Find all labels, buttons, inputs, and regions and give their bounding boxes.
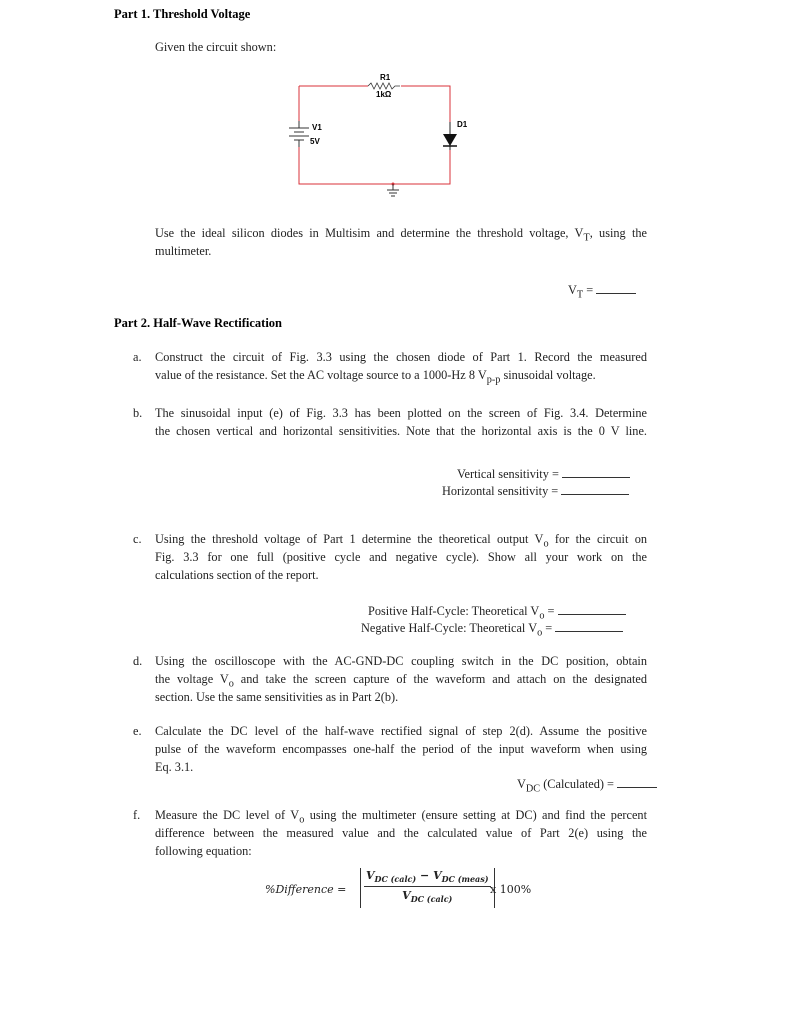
item-letter: d. — [133, 654, 143, 668]
ground-icon — [387, 183, 399, 197]
part1-instruction: Use the ideal silicon diodes in Multisim and determine the threshold voltage, $V_T$, using the — [155, 226, 647, 244]
battery-icon — [289, 121, 309, 147]
item-a-line: value of the resistance. Set the AC voltage source to a 1000-Hz 8 $V_{p-p}$ sinusoidal voltage. — [155, 368, 596, 386]
item-e-line: Eq. 3.1. — [155, 760, 194, 774]
item-f-line: Measure the DC level of $V_o$ using the multimeter (ensure setting at DC) and find the percent — [155, 808, 647, 826]
source-label: V1 — [312, 123, 322, 132]
item-f-line: difference between the measured value and the calculated value of Part 2(e) using the — [155, 826, 647, 840]
item-b-line: The sinusoidal input (e) of Fig. 3.3 has been plotted on the screen of Fig. 3.4. Determine — [155, 406, 647, 420]
circuit-diagram — [270, 70, 490, 200]
item-a-line: Construct the circuit of Fig. 3.3 using the chosen diode of Part 1. Record the measured — [155, 350, 647, 364]
wires — [299, 86, 450, 184]
item-f-line: following equation: — [155, 844, 252, 858]
item-letter: b. — [133, 406, 143, 420]
item-letter: f. — [133, 808, 141, 822]
item-c-line: Fig. 3.3 for one full (positive cycle and negative cycle). Show all your work on the — [155, 550, 647, 564]
percent-difference-equation: $V_{DC (calc)} - V_{DC (meas)}$ $V_{DC (calc)}$ — [360, 868, 495, 908]
item-d-line: the voltage $V_o$ and take the screen capture of the waveform and attach on the designated — [155, 672, 647, 690]
resistor-value: 1kΩ — [376, 90, 392, 99]
item-letter: e. — [133, 724, 142, 738]
part2-heading: Part 2. Half-Wave Rectification — [114, 316, 283, 330]
resistor-icon — [368, 83, 400, 89]
horizontal-sensitivity-field[interactable]: Horizontal sensitivity = — [442, 483, 629, 499]
part1-heading: Part 1. Threshold Voltage — [114, 7, 251, 21]
item-e-line: pulse of the waveform encompasses one-half the period of the input waveform when using — [155, 742, 647, 756]
diode-label: D1 — [457, 120, 468, 129]
item-e-line: Calculate the DC level of the half-wave rectified signal of step 2(d). Assume the positive — [155, 724, 647, 738]
item-letter: a. — [133, 350, 142, 364]
item-d-line: Using the oscilloscope with the AC-GND-DC coupling switch in the DC position, obtain — [155, 654, 647, 668]
source-value: 5V — [310, 137, 320, 146]
vdc-calculated-field[interactable]: $V_{DC}$ (Calculated) = — [517, 776, 657, 794]
vertical-sensitivity-field[interactable]: Vertical sensitivity = — [457, 466, 630, 482]
item-c-line: calculations section of the report. — [155, 568, 319, 582]
negative-half-cycle-field[interactable]: Negative Half-Cycle: Theoretical $V_o$ = — [361, 620, 623, 638]
item-d-line: section. Use the same sensitivities as in Part 2(b). — [155, 690, 399, 704]
item-b-line: the chosen vertical and horizontal sensitivities. Note that the horizontal axis is the 0 V line. — [155, 424, 647, 438]
item-letter: c. — [133, 532, 142, 546]
part1-instruction-line2: multimeter. — [155, 244, 212, 258]
equation-lhs: %Difference = — [265, 883, 347, 896]
item-c-line: Using the threshold voltage of Part 1 determine the theoretical output $V_o$ for the circuit on — [155, 532, 647, 550]
diode-icon — [443, 122, 457, 150]
equation-times: x 100% — [490, 883, 532, 896]
resistor-label: R1 — [380, 73, 391, 82]
vt-answer-field[interactable]: $V_T$ = — [568, 282, 636, 300]
positive-half-cycle-field[interactable]: Positive Half-Cycle: Theoretical $V_o$ = — [368, 603, 626, 621]
given-text: Given the circuit shown: — [155, 40, 277, 54]
